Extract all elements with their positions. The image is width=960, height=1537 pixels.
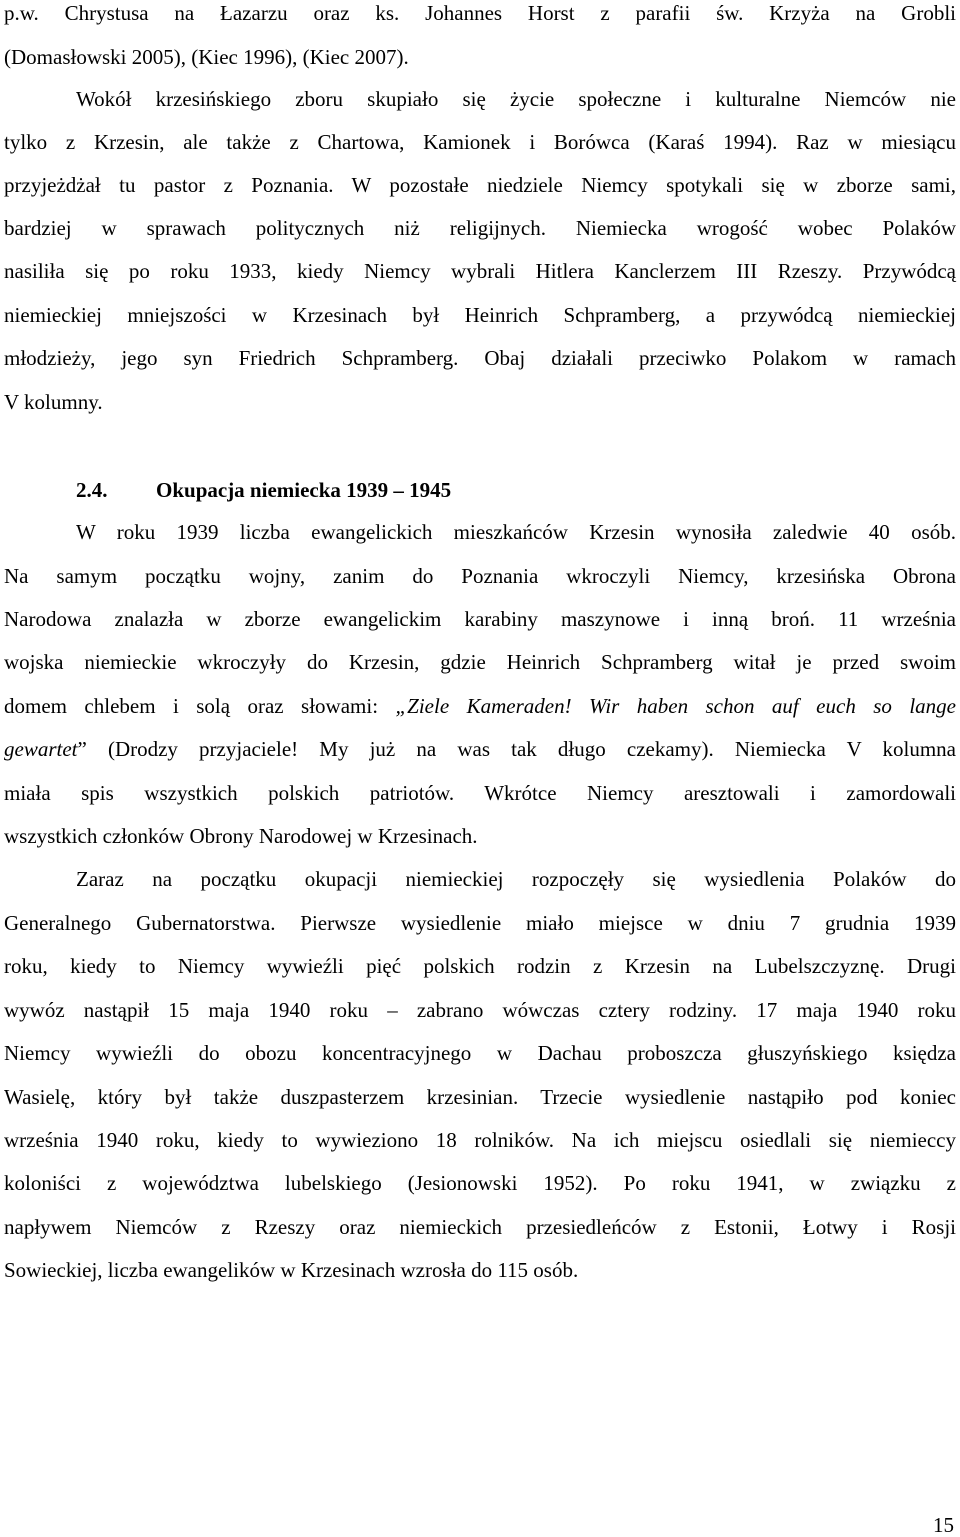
text-line: (Domasłowski 2005), (Kiec 1996), (Kiec 2007). bbox=[4, 45, 409, 69]
text-line: wojska niemieckie wkroczyły do Krzesin, gdzie Heinrich Schpramberg witał je przed swoim bbox=[4, 650, 956, 674]
text-line: V kolumny. bbox=[4, 390, 103, 414]
italic-quote: gewartet bbox=[4, 737, 78, 761]
section-title: Okupacja niemiecka 1939 – 1945 bbox=[156, 478, 452, 502]
text-line: koloniści z województwa lubelskiego (Jesionowski 1952). Po roku 1941, w związku z bbox=[4, 1171, 956, 1195]
text-line bbox=[4, 736, 956, 762]
section-heading bbox=[76, 477, 451, 503]
text-line: W roku 1939 liczba ewangelickich mieszkańców Krzesin wynosiła zaledwie 40 osób. bbox=[76, 520, 956, 544]
text-line: bardziej w sprawach politycznych niż religijnych. Niemiecka wrogość wobec Polaków bbox=[4, 216, 956, 240]
text-line: przyjeżdżał tu pastor z Poznania. W pozostałe niedziele Niemcy spotykali się w zborze sami, bbox=[4, 173, 956, 197]
page-number: 15 bbox=[933, 1513, 954, 1537]
text-line: miała spis wszystkich polskich patriotów. Wkrótce Niemcy aresztowali i zamordowali bbox=[4, 781, 956, 805]
text-line: niemieckiej mniejszości w Krzesinach był Heinrich Schpramberg, a przywódcą niemieckiej bbox=[4, 303, 956, 327]
section-number: 2.4. bbox=[76, 478, 108, 502]
text-line: Niemcy wywieźli do obozu koncentracyjnego w Dachau proboszcza głuszyńskiego księdza bbox=[4, 1041, 956, 1065]
text-line: Wokół krzesińskiego zboru skupiało się życie społeczne i kulturalne Niemców nie bbox=[76, 87, 956, 111]
text-line: Sowieckiej, liczba ewangelików w Krzesinach wzrosła do 115 osób. bbox=[4, 1258, 579, 1282]
text-line bbox=[4, 693, 956, 719]
text-line: młodzieży, jego syn Friedrich Schpramberg. Obaj działali przeciwko Polakom w ramach bbox=[4, 346, 956, 370]
text-line: Na samym początku wojny, zanim do Poznania wkroczyli Niemcy, krzesińska Obrona bbox=[4, 564, 956, 588]
text-line: Zaraz na początku okupacji niemieckiej rozpoczęły się wysiedlenia Polaków do bbox=[76, 867, 956, 891]
text-line: wywóz nastąpił 15 maja 1940 roku – zabrano wówczas cztery rodziny. 17 maja 1940 roku bbox=[4, 998, 956, 1022]
text-line: tylko z Krzesin, ale także z Chartowa, Kamionek i Borówca (Karaś 1994). Raz w miesiącu bbox=[4, 130, 956, 154]
text-line: napływem Niemców z Rzeszy oraz niemieckich przesiedleńców z Estonii, Łotwy i Rosji bbox=[4, 1215, 956, 1239]
italic-quote: „Ziele Kameraden! Wir haben schon auf euch so lange bbox=[395, 694, 957, 718]
text-line: p.w. Chrystusa na Łazarzu oraz ks. Johannes Horst z parafii św. Krzyża na Grobli bbox=[4, 1, 956, 25]
text-line: Wasielę, który był także duszpasterzem krzesinian. Trzecie wysiedlenie nastąpiło pod koniec bbox=[4, 1085, 956, 1109]
text-line: września 1940 roku, kiedy to wywieziono 18 rolników. Na ich miejscu osiedlali się niemieccy bbox=[4, 1128, 956, 1152]
text-line: Narodowa znalazła w zborze ewangelickim karabiny maszynowe i inną broń. 11 września bbox=[4, 607, 956, 631]
text-run: domem chlebem i solą oraz słowami: bbox=[4, 694, 396, 718]
text-line: wszystkich członków Obrony Narodowej w Krzesinach. bbox=[4, 824, 478, 848]
text-run: ” (Drodzy przyjaciele! My już na was tak długo czekamy). Niemiecka V kolumna bbox=[77, 737, 956, 761]
text-line: roku, kiedy to Niemcy wywieźli pięć polskich rodzin z Krzesin na Lubelszczyznę. Drugi bbox=[4, 954, 956, 978]
text-line: nasiliła się po roku 1933, kiedy Niemcy wybrali Hitlera Kanclerzem III Rzeszy. Przywódcą bbox=[4, 259, 956, 283]
text-line: Generalnego Gubernatorstwa. Pierwsze wysiedlenie miało miejsce w dniu 7 grudnia 1939 bbox=[4, 911, 956, 935]
